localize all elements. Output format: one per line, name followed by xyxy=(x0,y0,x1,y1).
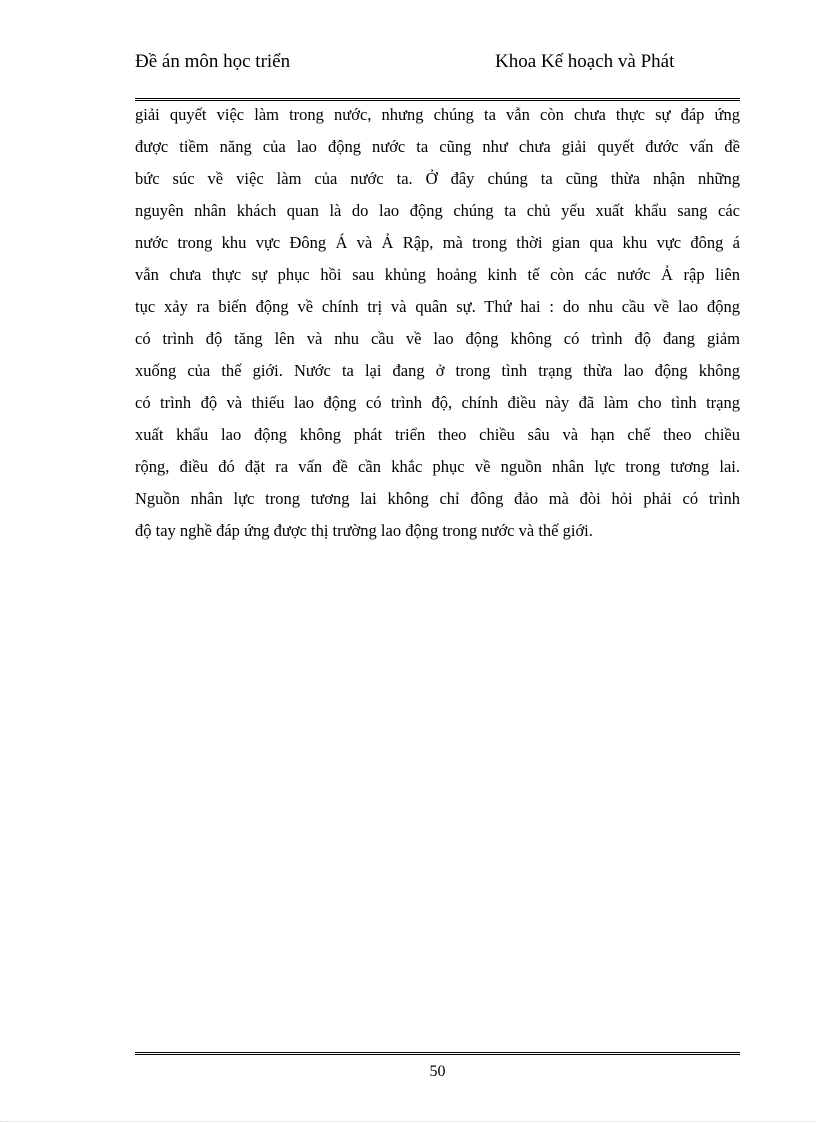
paragraph-line: được tiềm năng của lao động nước ta cũng như chưa giải quyết đước vấn đề xyxy=(135,137,740,156)
header-course-title: Đề án môn học triển xyxy=(135,51,291,72)
paragraph-line: độ tay nghề đáp ứng được thị trường lao động trong nước và thế giới. xyxy=(135,521,593,540)
paragraph-line: rộng, điều đó đặt ra vấn đề cần khắc phục về nguồn nhân lực trong tương lai. xyxy=(135,457,740,476)
paragraph-line: bức súc về việc làm của nước ta. Ở đây chúng ta cũng thừa nhận những xyxy=(135,169,740,188)
page-number: 50 xyxy=(429,1063,446,1080)
paragraph-line: nước trong khu vực Đông Á và Ả Rập, mà trong thời gian qua khu vực đông á xyxy=(135,233,740,252)
paragraph-line: có trình độ và thiếu lao động có trình độ, chính điều này đã làm cho tình trạng xyxy=(135,393,740,412)
paragraph-line: xuất khẩu lao động không phát triển theo chiều sâu và hạn chế theo chiều xyxy=(135,425,740,444)
paragraph-line: Nguồn nhân lực trong tương lai không chỉ đông đảo mà đòi hỏi phải có trình xyxy=(135,489,740,508)
body-paragraph xyxy=(135,99,740,547)
footer-divider xyxy=(135,1052,740,1055)
paragraph-line: xuống của thế giới. Nước ta lại đang ở trong tình trạng thừa lao động không xyxy=(135,361,740,380)
paragraph-line: tục xảy ra biến động về chính trị và quân sự. Thứ hai : do nhu cầu về lao động xyxy=(135,297,740,316)
paragraph-line: nguyên nhân khách quan là do lao động chúng ta chủ yếu xuất khẩu sang các xyxy=(135,201,740,220)
page-edge xyxy=(0,1121,816,1122)
header-faculty-name: Khoa Kế hoạch và Phát xyxy=(495,51,675,72)
paragraph-line: có trình độ tăng lên và nhu cầu về lao động không có trình độ đang giảm xyxy=(135,329,740,348)
paragraph-line: giải quyết việc làm trong nước, nhưng chúng ta vẫn còn chưa thực sự đáp ứng xyxy=(135,105,740,124)
paragraph-line: vẫn chưa thực sự phục hồi sau khủng hoảng kinh tế còn các nước Ả rập liên xyxy=(135,265,740,284)
